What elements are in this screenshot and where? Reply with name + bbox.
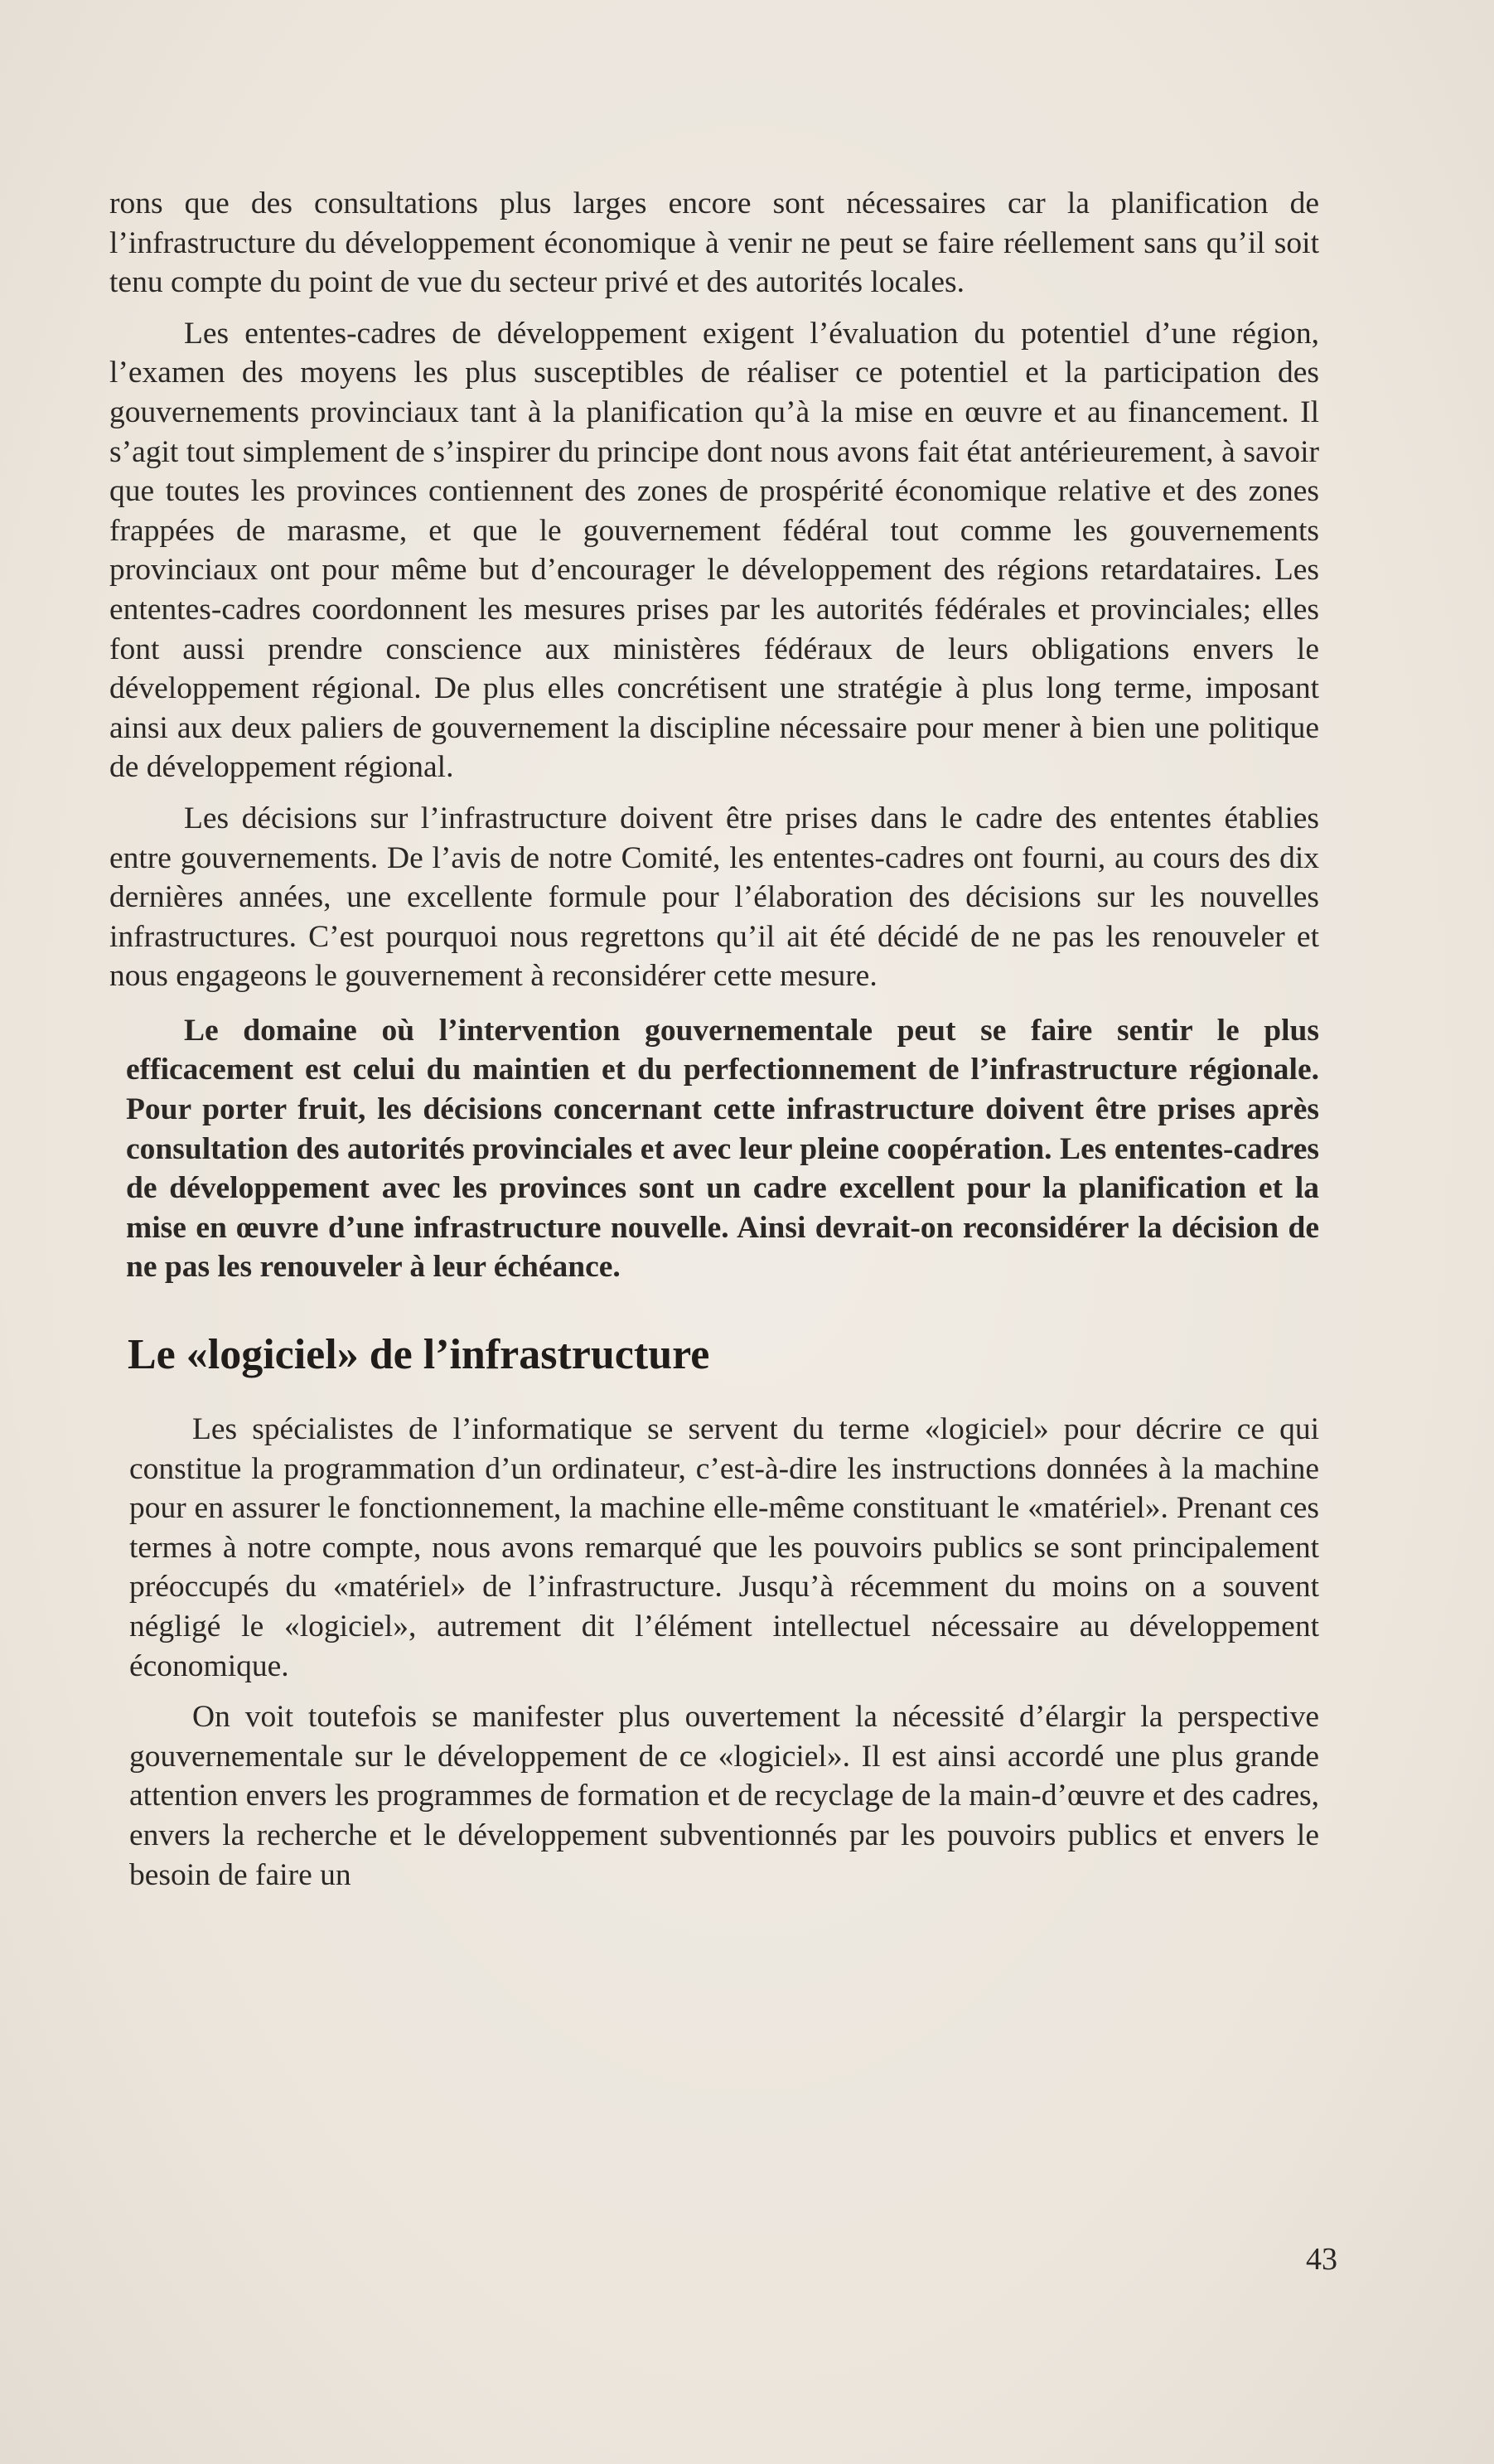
paragraph-specialistes: Les spécialistes de l’informatique se servent du terme «logiciel» pour décrire ce qui constitue la programmation d’un ordinateur, c’est-à-dire les instructions données à la machine pour en assurer le fonctionnement, la machine elle-même constituant le «matériel». Prenant ces termes à notre compte, nous avons remarqué que les pouvoirs publics se sont principalement préoccupés du «matériel» de l’infrastructure. Jusqu’à récemment du moins on a souvent négligé le «logiciel», autrement dit l’élément intellectuel nécessaire au développement économique. [129, 1412, 1319, 1683]
body-text [109, 184, 1319, 1895]
section-logiciel [109, 1410, 1319, 1895]
paragraph-continuation: rons que des consultations plus larges encore sont nécessaires car la planification de l’infrastructure du développement économique à venir ne peut se faire réellement sans qu’il soit tenu compte du point de vue du secteur privé et des autorités locales. [109, 186, 1319, 300]
paragraph-ententes-cadres: Les ententes-cadres de développement exigent l’évaluation du potentiel d’une région, l’examen des moyens les plus susceptibles de réaliser ce potentiel et la participation des gouvernements provinciaux tant à la planification qu’à la mise en œuvre et au financement. Il s’agit tout simplement de s’inspirer du principe dont nous avons fait état antérieurement, à savoir que toutes les provinces contiennent des zones de prospérité économique relative et des zones frappées de marasme, et que le gouvernement fédéral tout comme les gouvernements provinciaux ont pour même but d’encourager le développement des régions retardataires. Les ententes-cadres coordonnent les mesures prises par les autorités fédérales et provinciales; elles font aussi prendre conscience aux ministères fédéraux de leurs obligations envers le développement régional. De plus elles concrétisent une stratégie à plus long terme, imposant ainsi aux deux paliers de gouvernement la discipline nécessaire pour mener à bien une politique de développement régional. [109, 316, 1319, 785]
section-heading: Le «logiciel» de l’infrastructure [128, 1331, 710, 1379]
paragraph-perspective: On voit toutefois se manifester plus ouvertement la nécessité d’élargir la perspective gouvernementale sur le développement de ce «logiciel». Il est ainsi accordé une plus grande attention envers les programmes de formation et de recyclage de la main-d’œuvre et des cadres, envers la recherche et le développement subventionnés par les pouvoirs publics et envers le besoin de faire un [129, 1700, 1319, 1892]
recommendation-paragraph: Le domaine où l’intervention gouvernementale peut se faire sentir le plus efficacement est celui du maintien et du perfectionnement de l’infrastructure régionale. Pour porter fruit, les décisions concernant cette infrastructure doivent être prises après consultation des autorités provinciales et avec leur pleine coopération. Les ententes-cadres de développement avec les provinces sont un cadre excellent pour la planification et la mise en œuvre d’une infrastructure nouvelle. Ainsi devrait-on reconsidérer la décision de ne pas les renouveler à leur échéance. [126, 1013, 1319, 1285]
page-number: 43 [1306, 2242, 1337, 2277]
paragraph-decisions-infrastructure: Les décisions sur l’infrastructure doivent être prises dans le cadre des ententes établies entre gouvernements. De l’avis de notre Comité, les ententes-cadres ont fourni, au cours des dix dernières années, une excellente formule pour l’élaboration des décisions sur les nouvelles infrastructures. C’est pourquoi nous regrettons qu’il ait été décidé de ne pas les renouveler et nous engageons le gouvernement à reconsidérer cette mesure. [109, 801, 1319, 994]
